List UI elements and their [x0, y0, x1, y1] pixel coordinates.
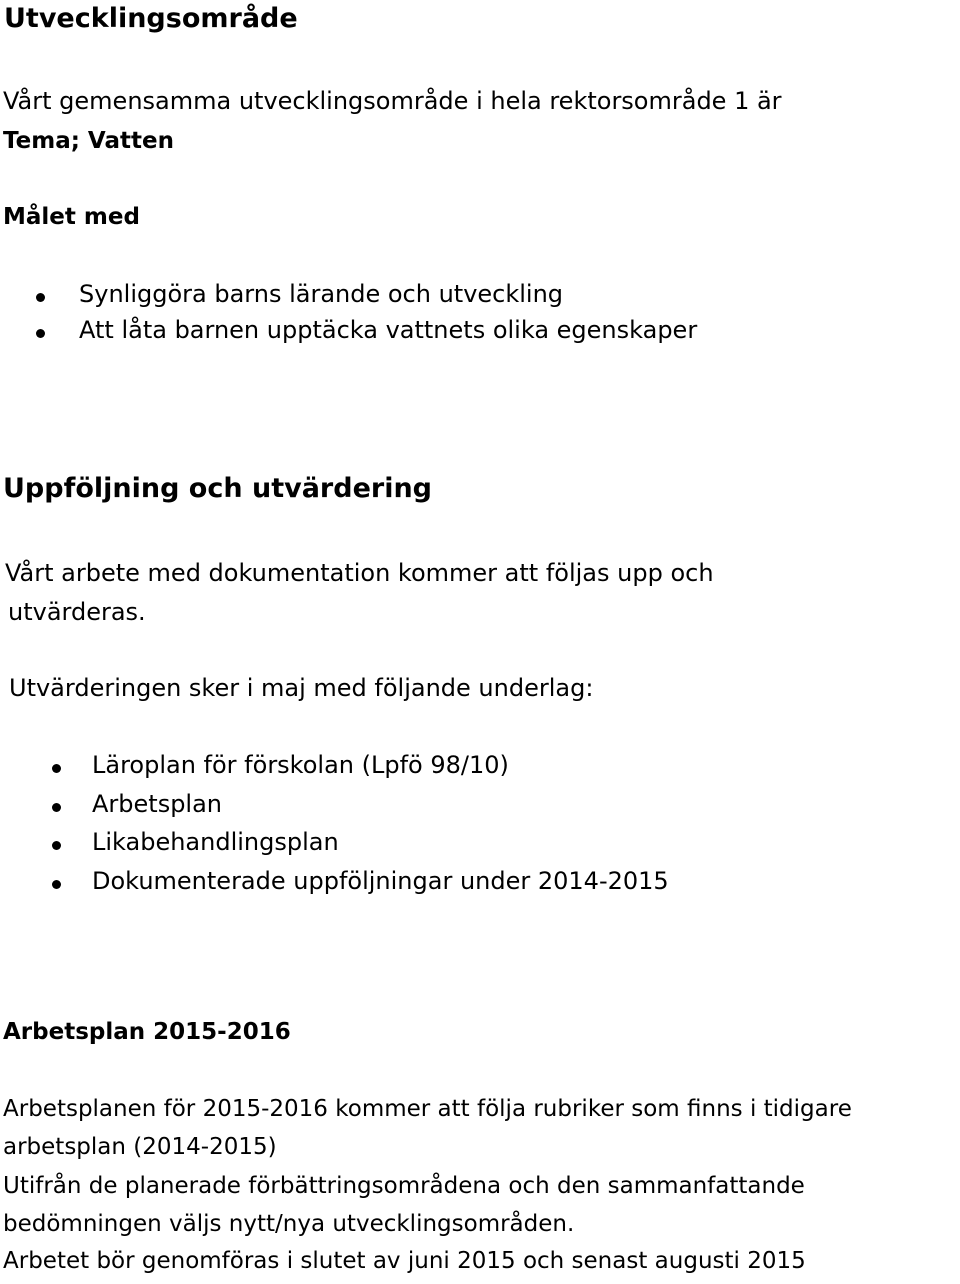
evaluation-item: Dokumenterade uppföljningar under 2014-2015	[92, 867, 669, 895]
workplan-text: Arbetet bör genomföras i slutet av juni 2015 och senast augusti 2015	[3, 1248, 806, 1274]
evaluation-item: Läroplan för förskolan (Lpfö 98/10)	[92, 751, 509, 779]
followup-text-cont: utvärderas.	[8, 598, 146, 626]
evaluation-intro: Utvärderingen sker i maj med följande underlag:	[9, 674, 594, 702]
bullet-icon	[36, 293, 45, 302]
goal-label: Målet med	[3, 204, 140, 230]
goal-item: Att låta barnen upptäcka vattnets olika egenskaper	[79, 316, 698, 344]
workplan-text: bedömningen väljs nytt/nya utvecklingsområden.	[3, 1211, 575, 1237]
goal-item: Synliggöra barns lärande och utveckling	[79, 280, 564, 308]
evaluation-item: Likabehandlingsplan	[92, 828, 339, 856]
workplan-text: Arbetsplanen för 2015-2016 kommer att följa rubriker som finns i tidigare	[3, 1096, 852, 1122]
bullet-icon	[52, 841, 61, 850]
bullet-icon	[36, 329, 45, 338]
followup-text: Vårt arbete med dokumentation kommer att följas upp och	[5, 559, 714, 587]
bullet-icon	[52, 764, 61, 773]
theme-text: Tema; Vatten	[3, 128, 174, 154]
intro-text: Vårt gemensamma utvecklingsområde i hela rektorsområde 1 är	[3, 87, 782, 115]
bullet-icon	[52, 880, 61, 889]
section-heading-followup: Uppföljning och utvärdering	[3, 473, 433, 504]
section-heading-workplan: Arbetsplan 2015-2016	[3, 1019, 291, 1045]
bullet-icon	[52, 803, 61, 812]
page-title: Utvecklingsområde	[4, 3, 298, 34]
workplan-text: arbetsplan (2014-2015)	[3, 1134, 277, 1160]
workplan-text: Utifrån de planerade förbättringsområdena och den sammanfattande	[3, 1173, 805, 1199]
evaluation-item: Arbetsplan	[92, 790, 223, 818]
